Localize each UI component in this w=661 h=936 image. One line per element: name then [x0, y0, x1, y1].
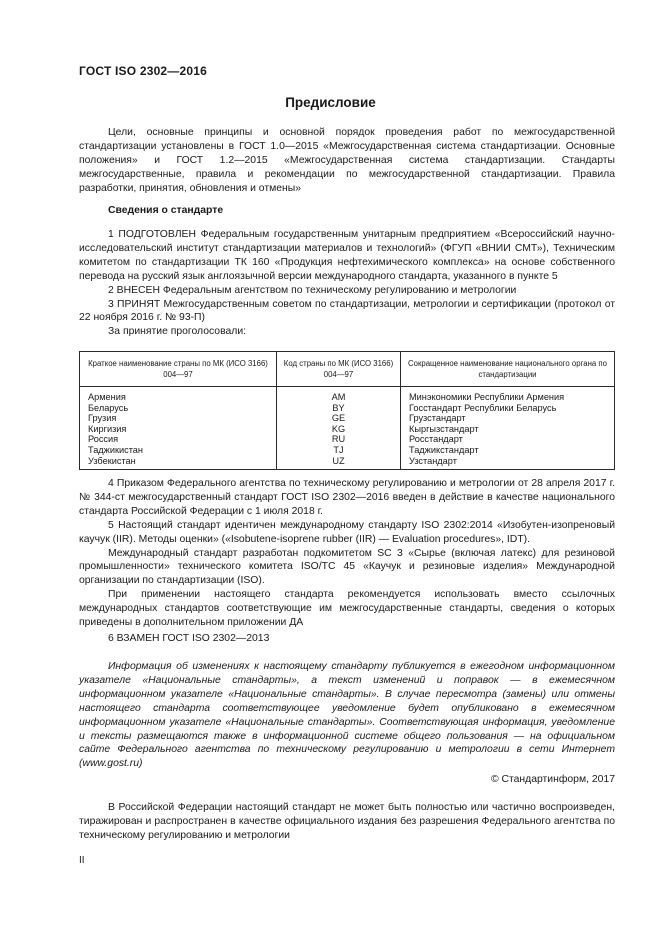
intro-block: [79, 126, 615, 196]
item-2-paragraph: 2 ВНЕСЕН Федеральным агентством по техническому регулированию и метрологии: [108, 284, 517, 296]
item-6-paragraph: 6 ВЗАМЕН ГОСТ ISO 2302—2013: [108, 633, 270, 644]
cell-country: Беларусь: [80, 403, 277, 414]
table-header-row: [80, 352, 615, 387]
cell-country: Россия: [80, 434, 277, 445]
table-row: [80, 387, 615, 403]
cell-code: KG: [277, 424, 401, 435]
voting-table: [79, 351, 615, 470]
closing-block: [79, 801, 615, 843]
page-title: Предисловие: [285, 95, 376, 110]
cell-country: Киргизия: [80, 424, 277, 435]
cell-body: Грузстандарт: [401, 413, 615, 424]
standard-info-block: [79, 228, 615, 339]
table-row: [80, 424, 615, 435]
standard-info-block-2: [79, 477, 615, 630]
page-number: II: [79, 855, 85, 866]
cell-body: Таджикстандарт: [401, 445, 615, 456]
cell-body: Кыргызстандарт: [401, 424, 615, 435]
item-5-paragraph: 5 Настоящий стандарт идентичен международному стандарту ISO 2302:2014 «Изобутен-изопреновый каучук (IIR). Методы оценки» («Isobutene-isoprene rubber (IIR) — Evaluation procedures», IDT).: [79, 519, 615, 545]
cell-body: Минэкономики Республики Армения: [401, 387, 615, 403]
info-block: [79, 660, 615, 771]
col-header-code: Код страны по МК (ИСО 3166) 004—97: [277, 352, 401, 387]
table-row: [80, 445, 615, 456]
item-1-paragraph: 1 ПОДГОТОВЛЕН Федеральным государственным унитарным предприятием «Всероссийский научно-исследовательский институт стандартизации материалов и технологий» (ФГУП «ВНИИ СМТ»), Техническим комитетом по стандартизации ТК 160 «Продукция нефтехимического комплекса» на основе собственного перевода на русский язык англоязычной версии международного стандарта, указанного в пункте 5: [79, 229, 615, 282]
voting-intro: За принятие проголосовали:: [108, 326, 247, 338]
document-id-header: ГОСТ ISO 2302—2016: [79, 64, 208, 78]
cell-code: UZ: [277, 456, 401, 470]
cell-code: AM: [277, 387, 401, 403]
cell-country: Таджикистан: [80, 445, 277, 456]
cell-country: Армения: [80, 387, 277, 403]
cell-body: Госстандарт Республики Беларусь: [401, 403, 615, 414]
table-row: [80, 456, 615, 470]
item-4-paragraph: 4 Приказом Федерального агентства по техническому регулированию и метрологии от 28 апреля 2017 г. № 344-ст межгосударственный стандарт ГОСТ ISO 2302—2016 введен в действие в качестве национального стандарта Российской Федерации с 1 июля 2018 г.: [79, 478, 615, 517]
intro-paragraph: Цели, основные принципы и основной порядок проведения работ по межгосударственной стандартизации установлены в ГОСТ 1.0—2015 «Межгосударственная система стандартизации. Основные положения» и ГОСТ 1.2—2015 «Межгосударственная система стандартизации. Стандарты межгосударственные, правила и рекомендации по межгосударственной стандартизации. Правила разработки, принятия, обновления и отмены»: [79, 127, 615, 194]
table-row: [80, 403, 615, 414]
cell-code: GE: [277, 413, 401, 424]
change-info-paragraph: Информация об изменениях к настоящему стандарту публикуется в ежегодном информационном указателе «Национальные стандарты», а текст изменений и поправок — в ежемесячном информационном указателе «Национальные стандарты». В случае пересмотра (замены) или отмены настоящего стандарта соответствующее уведомление будет опубликовано в ежемесячном информационном указателе «Национальные стандарты». Соответствующая информация, уведомление и тексты размещаются также в информационной системе общего пользования — на официальном сайте Федерального агентства по техническому регулированию и метрологии в сети Интернет (www.gost.ru): [79, 661, 615, 770]
cell-code: BY: [277, 403, 401, 414]
references-paragraph: При применении настоящего стандарта рекомендуется использовать вместо ссылочных международных стандартов соответствующие им межгосударственные стандарты, сведения о которых приведены в дополнительном приложении ДА: [79, 589, 615, 629]
reproduction-notice: В Российской Федерации настоящий стандарт не может быть полностью или частично воспроизведен, тиражирован и распространен в качестве официального издания без разрешения Федерального агентства по техническому регулированию и метрологии: [79, 802, 615, 841]
cell-code: TJ: [277, 445, 401, 456]
copyright: © Стандартинформ, 2017: [490, 774, 615, 785]
item-3-paragraph: 3 ПРИНЯТ Межгосударственным советом по стандартизации, метрологии и сертификации (протокол от 22 ноября 2016 г. № 93-П): [79, 298, 615, 324]
international-standard-paragraph: Международный стандарт разработан подкомитетом SC 3 «Сырье (включая латекс) для резиновой промышленности» технического комитета ISO/TC 45 «Каучук и резиновые изделия» Международной организации по стандартизации (ISO).: [79, 547, 615, 587]
table-row: [80, 434, 615, 445]
cell-code: RU: [277, 434, 401, 445]
section-heading: Сведения о стандарте: [108, 205, 224, 216]
col-header-country: Краткое наименование страны по МК (ИСО 3166) 004—97: [80, 352, 277, 387]
cell-country: Грузия: [80, 413, 277, 424]
replacement-block: [79, 632, 615, 646]
cell-body: Росстандарт: [401, 434, 615, 445]
col-header-body: Сокращенное наименование национального органа по стандартизации: [401, 352, 615, 387]
cell-country: Узбекистан: [80, 456, 277, 470]
cell-body: Узстандарт: [401, 456, 615, 470]
table-row: [80, 413, 615, 424]
